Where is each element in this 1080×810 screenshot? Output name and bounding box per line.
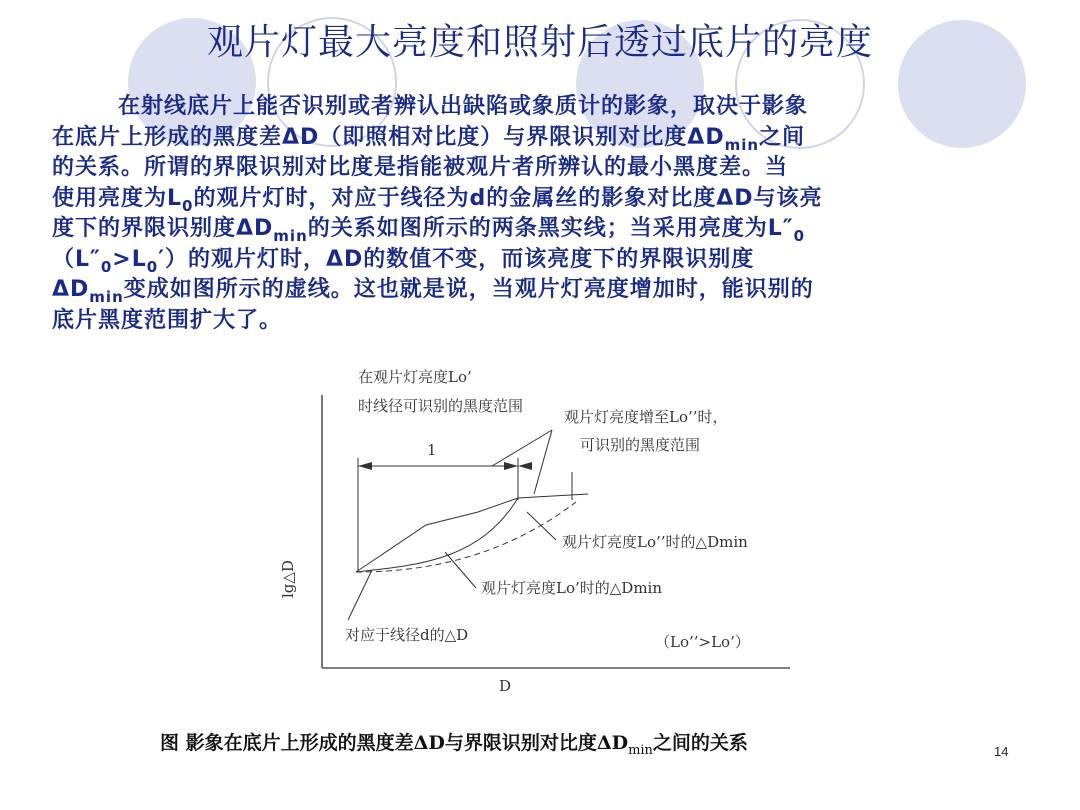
- bracket-arrow-right-2: [518, 462, 532, 470]
- bracket-arrow-left: [358, 462, 372, 470]
- label-solid-curve: 观片灯亮度Lo’时的△Dmin: [481, 579, 663, 597]
- para-line-5: 度下的界限识别度$\Delta D_{min}$的关系如图所示的两条黑实线；当采用亮度为$L''_0$: [52, 216, 806, 245]
- delta-d-line: [356, 494, 588, 572]
- bracket-arrow-right: [504, 462, 518, 470]
- label-range-lopp-2: 可识别的黑度范围: [580, 436, 701, 454]
- para-line-4: 使用亮度为$L_0$的观片灯时，对应于线径为d的金属丝的影象对比度ΔD与该亮: [52, 185, 823, 215]
- density-diagram: [0, 350, 1080, 720]
- label-range-lo-1: 在观片灯亮度Lo’: [358, 368, 472, 386]
- para-line-6: $(L''_0>L_0')$的观片灯时，ΔD的数值不变，而该亮度下的界限识别度: [52, 246, 755, 276]
- body-paragraph: [52, 92, 1042, 336]
- y-axis-label: lg△D: [279, 560, 297, 598]
- label-bracket: 1: [427, 441, 437, 459]
- label-dashed-curve: 观片灯亮度Lo’’时的△Dmin: [562, 533, 748, 551]
- dmin-dashed-curve: [356, 502, 576, 572]
- para-line-8: 底片黑度范围扩大了。: [52, 307, 283, 333]
- para-line-3: 的关系。所谓的界限识别对比度是指能被观片者所辨认的最小黑度差。当: [52, 155, 789, 180]
- label-condition: （Lo’’>Lo’）: [655, 633, 750, 651]
- label-range-lo-2: 时线径可识别的黑度范围: [358, 397, 524, 415]
- slide-title: 观片灯最大亮度和照射后透过底片的亮度: [206, 22, 873, 63]
- figure-caption: 图 影象在底片上形成的黑度差ΔD与界限识别对比度$\Delta D_{min}$之间的关系: [160, 732, 748, 758]
- dmin-solid-curve: [356, 498, 518, 572]
- para-line-1: 在射线底片上能否识别或者辨认出缺陷或象质计的影象，取决于影象: [118, 94, 809, 119]
- leader-dashed: [527, 512, 556, 540]
- x-axis-label: D: [499, 677, 512, 695]
- page-number: 14: [994, 744, 1009, 759]
- leader-line: [348, 570, 372, 620]
- para-line-7: $\Delta D_{min}$变成如图所示的虚线。这也就是说，当观片灯亮度增加时，能识别的: [52, 277, 814, 306]
- label-range-lopp-1: 观片灯亮度增至Lo’’时，: [564, 408, 728, 426]
- leader-solid: [445, 552, 476, 588]
- para-line-2: 在底片上形成的黑度差ΔD（即照相对比度）与界限识别对比度$\Delta D_{min}$之间: [52, 124, 806, 154]
- label-line: 对应于线径d的△D: [345, 626, 469, 644]
